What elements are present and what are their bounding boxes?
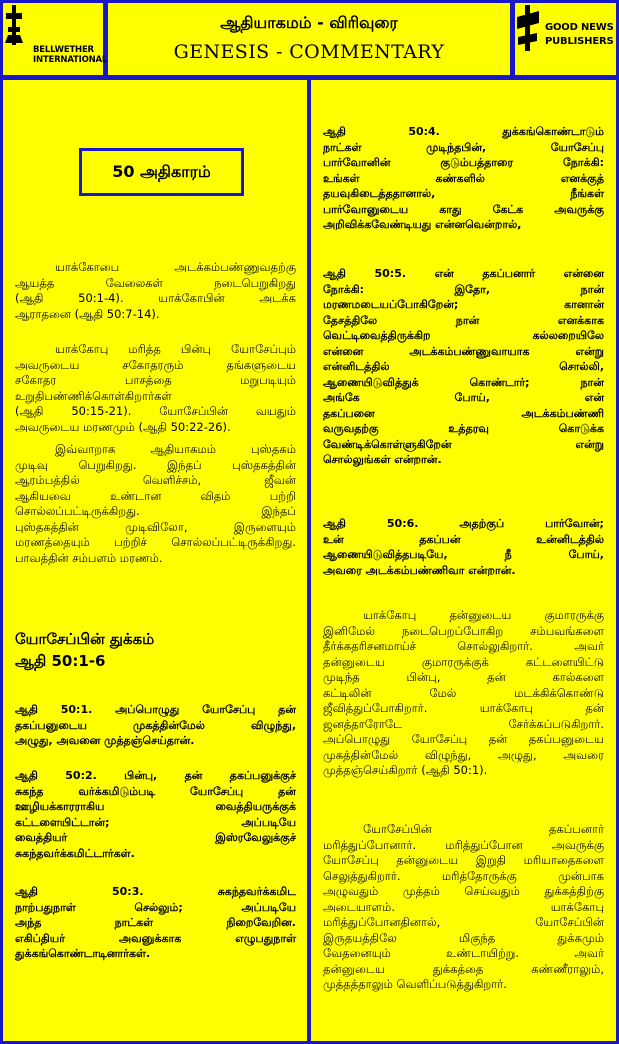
- page-title-english: GENESIS - COMMENTARY: [173, 41, 445, 63]
- text-line: ஆதி 50:1. அப்பொழுது யோசேப்பு தன்: [15, 703, 296, 716]
- text-line: மரணமடையப்போகிறேன்; கானான்: [323, 298, 604, 311]
- logo-left-text: [33, 45, 107, 65]
- text-line: நாற்பதுநாள் செல்லும்; அப்படியே: [15, 900, 296, 914]
- text-line: மரணத்தையும் பற்றிச் சொல்லப்பட்டிருக்கிறது.: [15, 535, 296, 549]
- intro-paragraph: [15, 342, 296, 435]
- text-line: கட்டிலின் மேல் மடக்கிக்கொண்டு: [323, 685, 604, 700]
- text-line: மரித்துப்போனார். மரித்துப்போன அவருக்கு: [323, 837, 604, 852]
- verse-paragraph: [323, 516, 604, 578]
- text-line: வருவதற்கு உத்தரவு கொடுக்க: [323, 422, 604, 435]
- section-heading: [15, 628, 154, 672]
- text-line: ஆதி 50:6. அதற்குப் பார்வோன்;: [323, 517, 604, 530]
- intro-paragraph: [15, 260, 296, 322]
- text-line: தேசத்திலே நான் எனக்காக: [323, 313, 604, 327]
- logo-left-line-2: INTERNATIONAL: [33, 55, 108, 65]
- text-line: இருதயத்திலே மிகுந்த துக்கமும்: [323, 930, 604, 945]
- text-line: ஆயத்த வேலைகள் நடைபெறுகிறது: [15, 275, 296, 290]
- section-reference: ஆதி 50:1-6: [15, 652, 106, 670]
- logo-right-text: [545, 21, 614, 49]
- text-line: (ஆதி 50:15-21). யோசேப்பின் வயதும்: [15, 404, 296, 418]
- text-line: வைத்தியர் இஸ்ரவேலுக்குச்: [15, 831, 296, 844]
- left-column: [3, 80, 307, 1041]
- verse-paragraph: [15, 768, 296, 861]
- text-line: ஆராதனை (ஆதி 50:7-14).: [15, 306, 160, 321]
- good-news-logo: [515, 3, 616, 75]
- text-line: முத்தஞ்செய்கிறார் (ஆதி 50:1).: [323, 763, 488, 777]
- text-line: தகப்பனை அடக்கம்பண்ணி: [323, 406, 604, 420]
- text-line: சொல்லப்பட்டிருக்கிறது. இந்தப்: [15, 504, 296, 518]
- chapter-heading: 50 அதிகாரம்: [79, 148, 244, 196]
- text-line: தன்னுடைய துக்கத்தை கண்ணீராலும்,: [323, 961, 604, 976]
- text-line: யாக்கோபு தன்னுடைய குமாரருக்கு: [363, 608, 604, 622]
- text-line: கட்டளையிட்டான்; அப்படியே: [15, 815, 296, 829]
- text-line: உங்கள் கண்களில் எனக்குத்: [323, 171, 604, 185]
- text-line: உன் தகப்பன் உன்னிடத்தில்: [323, 532, 604, 546]
- text-line: பாவத்தின் சம்பளம் மரணம்.: [15, 550, 163, 565]
- text-line: வேதனையும் உண்டாயிற்று. அவர்: [323, 946, 604, 960]
- logo-left-line-1: BELLWETHER: [33, 45, 94, 55]
- text-line: புஸ்தகத்தின் முடிவிலோ, இருளையும்: [15, 519, 296, 534]
- verse-paragraph: [15, 884, 296, 962]
- text-line: யோசேப்பு தன்னுடைய இறுதி மரியாதைகளை: [323, 853, 604, 867]
- text-line: அப்பொழுது யோசேப்பு தன் தகப்பனுடைய: [323, 732, 604, 746]
- text-line: பார்வோனின் குடும்பத்தாரை நோக்கி:: [323, 156, 604, 169]
- text-line: ஆணையிடுவித்துக் கொண்டார்; நான்: [323, 375, 604, 389]
- commentary-paragraph: [323, 822, 604, 993]
- text-line: வெட்டிவைத்திருக்கிற கல்லறையிலே: [323, 329, 604, 342]
- text-line: தயவுகிடைத்ததானால், நீங்கள்: [323, 187, 604, 200]
- text-line: ஜீவித்துப்போகிறார். யாக்கோபு தன்: [323, 701, 604, 715]
- text-line: யாக்கோபை அடக்கம்பண்ணுவதற்கு: [55, 260, 296, 274]
- text-line: நாட்கள் முடிந்தபின், யோசேப்பு: [323, 140, 604, 154]
- text-line: (ஆதி 50:1-4). யாக்கோபின் அடக்க: [15, 291, 296, 305]
- text-line: அங்கே போய், என்: [323, 391, 604, 404]
- text-line: சுகந்த வர்க்கமிடும்படி யோசேப்பு தன்: [15, 784, 296, 798]
- text-line: உறுதிபண்ணிக்கொள்கிறார்கள்: [15, 388, 172, 403]
- text-line: ஊழியக்காரராகிய வைத்தியருக்குக்: [15, 800, 296, 813]
- text-line: மரித்துப்போனதினால், யோசேப்பின்: [323, 915, 604, 929]
- text-line: முத்தத்தாலும் வெளிப்படுத்துகிறார்.: [323, 977, 507, 991]
- verse-paragraph: [15, 702, 296, 749]
- text-line: தீர்க்கதரிசனமாய்ச் சொல்லுகிறார். அவர்: [323, 639, 604, 653]
- text-line: சொல்லுங்கள் என்றான்.: [323, 453, 442, 466]
- text-line: யோசேப்பின் தகப்பனார்: [363, 822, 604, 836]
- text-line: அழுவதும் முத்தம் செய்வதும் துக்கத்திற்கு: [323, 884, 604, 898]
- text-line: ஆதி 50:4. துக்கங்கொண்டாடும்: [323, 125, 604, 138]
- book-icon: [515, 3, 541, 53]
- verse-paragraph: [323, 124, 604, 233]
- text-line: இனிமேல் நடைபெறப்போகிற சம்பவங்களை: [323, 623, 604, 638]
- text-line: தன்னுடைய குமாரருக்குக் கட்டளையிட்டு: [323, 654, 604, 669]
- text-line: பார்வோனுடைய காது கேட்க அவருக்கு: [323, 202, 604, 216]
- text-line: அறிவிக்கவேண்டியது என்னவென்றால்,: [323, 218, 522, 231]
- text-line: ஜனத்தாரோடே சேர்க்கப்படுகிறார்.: [323, 716, 604, 731]
- text-line: ஆதி 50:5. என் தகப்பனார் என்னை: [323, 267, 604, 280]
- text-line: அடையாளம். யாக்கோபு: [323, 899, 604, 914]
- text-line: யாக்கோபு மரித்த பின்பு யோசேப்பும்: [55, 342, 296, 356]
- text-line: முகத்தின்மேல் விழுந்து, அழுது, அவரை: [323, 747, 604, 762]
- text-line: தகப்பனுடைய முகத்தின்மேல் விழுந்து,: [15, 718, 296, 732]
- logo-right-line-1: GOOD NEWS: [545, 22, 614, 33]
- text-line: அவரை அடக்கம்பண்ணிவா என்றான்.: [323, 563, 516, 577]
- section-title: யோசேப்பின் துக்கம்: [15, 630, 155, 648]
- text-line: துக்கங்கொண்டாடினார்கள்.: [15, 947, 151, 960]
- text-line: முடிந்த பின்பு, தன் கால்களை: [323, 670, 604, 684]
- text-line: சகோதர பாசத்தை மறுபடியும்: [15, 373, 296, 387]
- bell-icon: [3, 3, 25, 47]
- text-line: வேண்டிக்கொள்ளுகிறேன் என்று: [323, 437, 604, 451]
- verse-paragraph: [323, 266, 604, 468]
- bellwether-logo: [3, 3, 108, 75]
- text-line: ஆணையிடுவித்தபடியே, நீ போய்,: [323, 548, 604, 561]
- text-line: அவருடைய சகோதரரும் தங்களுடைய: [15, 357, 296, 372]
- text-line: ஆரம்பத்தில் வெளிச்சம், ஜீவன்: [15, 473, 296, 487]
- commentary-paragraph: [323, 608, 604, 779]
- text-line: ஆகியவை உண்டான விதம் பற்றி: [15, 488, 296, 503]
- text-line: என்னிடத்தில் சொல்லி,: [323, 360, 604, 373]
- page-title-box: [108, 3, 510, 75]
- text-line: நோக்கி: இதோ, நான்: [323, 282, 604, 296]
- text-line: இவ்வாறாக ஆதியாகமம் புஸ்தகம்: [55, 442, 296, 456]
- text-line: செலுத்துகிறார். மரித்தோருக்கு முன்பாக: [323, 868, 604, 883]
- text-line: முடிவு பெறுகிறது. இந்தப் புஸ்தகத்தின்: [15, 457, 296, 472]
- text-line: ஆதி 50:2. பின்பு, தன் தகப்பனுக்குச்: [15, 769, 296, 782]
- page-title-tamil: ஆதியாகமம் - விரிவுரை: [220, 13, 398, 32]
- text-line: சுகந்தவர்க்கமிட்டார்கள்.: [15, 846, 135, 860]
- logo-right-line-2: PUBLISHERS: [545, 36, 614, 47]
- text-line: அவருடைய மரணமும் (ஆதி 50:22-26).: [15, 419, 231, 434]
- right-column: [311, 80, 616, 1041]
- text-line: அந்த நாட்கள் நிறைவேறின.: [15, 916, 296, 929]
- text-line: என்னை அடக்கம்பண்ணுவாயாக என்று: [323, 344, 604, 358]
- text-line: ஆதி 50:3. சுகந்தவர்க்கமிட: [15, 885, 296, 898]
- text-line: அழுது, அவனை முத்தஞ்செய்தான்.: [15, 734, 195, 747]
- intro-paragraph: [15, 442, 296, 566]
- text-line: எகிப்தியர் அவனுக்காக எழுபதுநாள்: [15, 931, 296, 945]
